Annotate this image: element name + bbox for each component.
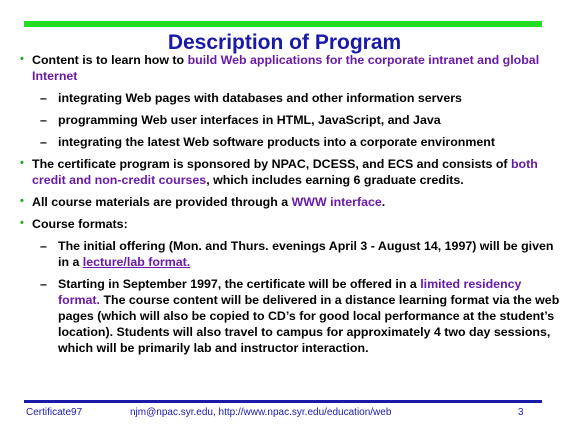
sub-item-1 [20,90,560,106]
sub-text: The initial offering (Mon. and Thurs. evenings April 3 - August 14, 1997) will be given in a [58,239,554,269]
bullet-text: Course formats: [32,217,128,231]
limited-residency-link[interactable]: limited residency format. [58,277,522,307]
sub-text: The course content will be delivered in a distance learning format via the web pages (which will also be copied to CD’s for good local performance at the student’s location). Students will also travel to campus for approximately 4 two day sessions, which will be primarily lab and instructor interaction. [58,293,560,355]
sub-text: integrating the latest Web software products into a corporate environment [58,135,495,149]
slide-title: Description of Program [167,31,402,54]
bullet-item-3 [20,194,560,210]
bullet-text: All course materials are provided through a [32,195,292,209]
bullet-text: , which includes earning 6 graduate credits. [206,173,464,187]
bullet-text: The certificate program is sponsored by NPAC, DCESS, and ECS and consists of [32,157,511,171]
sub-item-2 [20,112,560,128]
sub-text: programming Web user interfaces in HTML, JavaScript, and Java [58,113,441,127]
dash-icon: – [40,135,47,149]
slide-content [20,52,560,362]
footer-contact: njm@npac.syr.edu, http://www.npac.syr.edu/education/web [130,407,392,418]
sub-text: integrating Web pages with databases and other information servers [58,91,462,105]
www-interface-link[interactable]: WWW interface [291,195,382,209]
dash-icon: – [40,239,47,253]
bullet-item-4 [20,216,560,232]
bullet-icon: • [20,53,24,65]
bullet-icon: • [20,157,24,169]
page-number: 3 [518,407,524,418]
bullet-item-1 [20,52,560,84]
bullet-text: Content is to learn how to [32,53,188,67]
footer-left: Certificate97 [26,407,83,418]
sub-item-4 [20,238,560,270]
dash-icon: – [40,277,47,291]
highlight-text: both credit and non-credit courses [32,157,538,187]
sub-text: Starting in September 1997, the certificate will be offered in a [58,277,421,291]
dash-icon: – [40,113,47,127]
bullet-text: . [381,195,386,209]
dash-icon: – [40,91,47,105]
bullet-icon: • [20,217,24,229]
top-accent-bar [24,21,542,27]
lecture-lab-format-link[interactable]: lecture/lab format. [82,255,191,269]
highlight-text: build Web applications for the corporate intranet and global Internet [32,53,540,83]
sub-item-3 [20,134,560,150]
bullet-icon: • [20,195,24,207]
bottom-bar [24,400,542,403]
bullet-item-2 [20,156,560,188]
sub-item-5 [20,276,560,356]
